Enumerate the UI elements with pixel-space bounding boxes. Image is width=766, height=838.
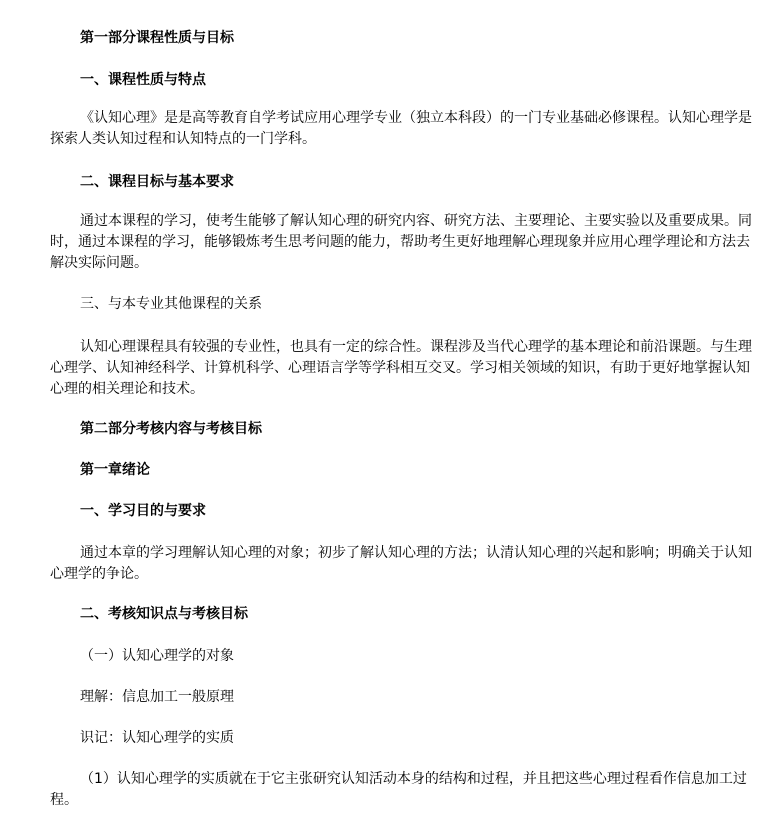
item1-heading: （一）认知心理学的对象 xyxy=(80,648,234,664)
section1-title: 一、课程性质与特点 xyxy=(80,72,206,88)
part1-title: 第一部分课程性质与目标 xyxy=(80,30,234,46)
understand-line: 理解：信息加工一般原理 xyxy=(80,689,234,705)
section2-paragraph xyxy=(50,211,755,274)
section2-title: 二、课程目标与基本要求 xyxy=(80,174,234,190)
point1-paragraph xyxy=(50,769,755,811)
memorize-line: 识记：认知心理学的实质 xyxy=(80,730,234,746)
section2-paragraph-text: 通过本课程的学习，使考生能够了解认知心理的研究内容、研究方法、主要理论、主要实验以及重要成果。同时，通过本课程的学习，能够锻炼考生思考问题的能力，帮助考生更好地理解心理现象并应用心理学理论和方法去解决实际问题。 xyxy=(50,213,752,271)
section3-title: 三、与本专业其他课程的关系 xyxy=(80,296,262,312)
point1-paragraph-text: （1）认知心理学的实质就在于它主张研究认知活动本身的结构和过程，并且把这些心理过程看作信息加工过程。 xyxy=(50,771,747,808)
chapter1-section2-title: 二、考核知识点与考核目标 xyxy=(80,606,248,622)
section3-paragraph xyxy=(50,337,755,400)
chapter1-section1-paragraph xyxy=(50,543,755,585)
chapter1-title: 第一章绪论 xyxy=(80,462,150,478)
section1-paragraph xyxy=(50,108,755,150)
section1-paragraph-text: 《认知心理》是是高等教育自学考试应用心理学专业（独立本科段）的一门专业基础必修课程。认知心理学是探索人类认知过程和认知特点的一门学科。 xyxy=(50,110,752,147)
section3-paragraph-text: 认知心理课程具有较强的专业性，也具有一定的综合性。课程涉及当代心理学的基本理论和前沿课题。与生理心理学、认知神经科学、计算机科学、心理语言学等学科相互交叉。学习相关领域的知识，有助于更好地掌握认知心理的相关理论和技术。 xyxy=(50,339,752,397)
chapter1-section1-paragraph-text: 通过本章的学习理解认知心理的对象；初步了解认知心理的方法；认清认知心理的兴起和影响；明确关于认知心理学的争论。 xyxy=(50,545,752,582)
chapter1-section1-title: 一、学习目的与要求 xyxy=(80,503,206,519)
part2-title: 第二部分考核内容与考核目标 xyxy=(80,421,262,437)
